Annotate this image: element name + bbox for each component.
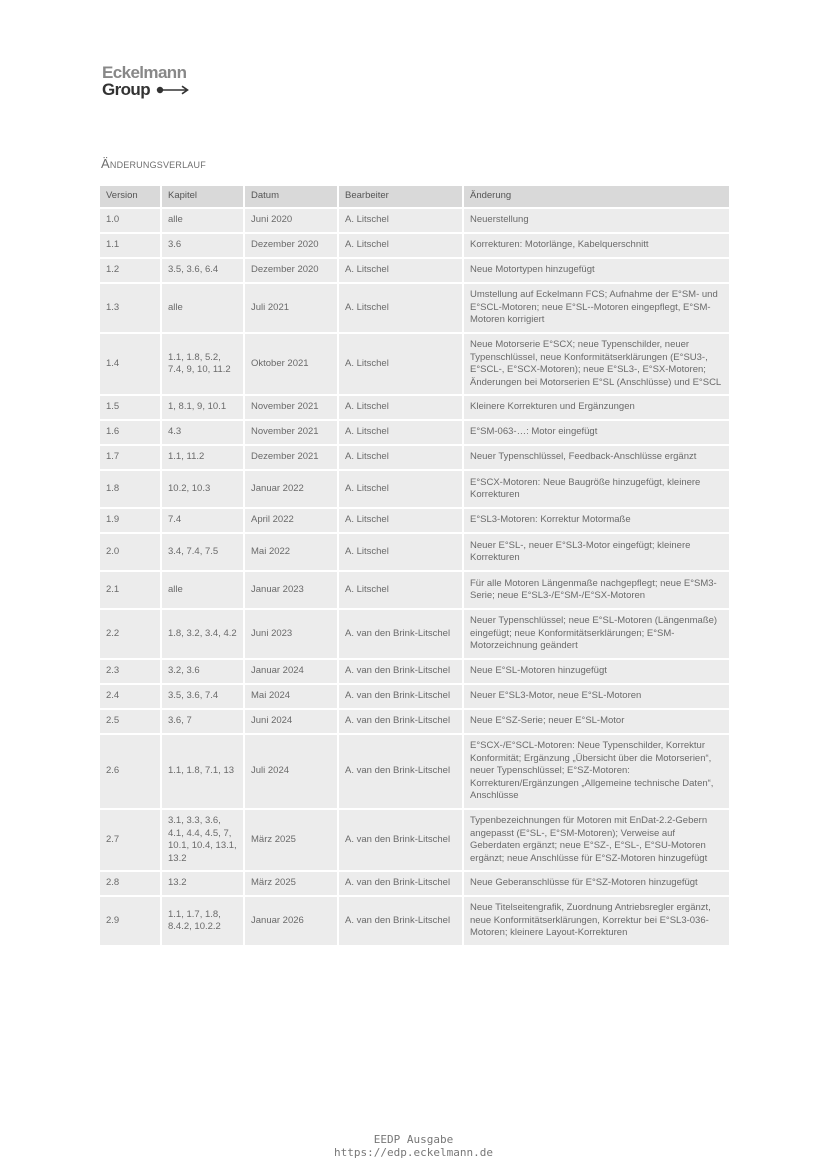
cell-kapitel: 1.1, 1.7, 1.8, 8.4.2, 10.2.2: [162, 897, 245, 947]
cell-kapitel: 3.2, 3.6: [162, 660, 245, 685]
cell-version: 1.0: [100, 209, 162, 234]
cell-datum: Januar 2026: [245, 897, 339, 947]
cell-kapitel: 1, 8.1, 9, 10.1: [162, 396, 245, 421]
table-row: [100, 735, 729, 810]
cell-kapitel: 10.2, 10.3: [162, 471, 245, 509]
table-row: [100, 572, 729, 610]
cell-datum: November 2021: [245, 396, 339, 421]
table-header-row: [100, 186, 729, 209]
header-aenderung: Änderung: [464, 186, 729, 209]
cell-version: 2.3: [100, 660, 162, 685]
cell-datum: März 2025: [245, 872, 339, 897]
cell-aenderung: Neue Motorserie E°SCX; neue Typenschilder, neuer Typenschlüssel, neue Konformitätserklärungen (E°SU3-, E°SCL-, E°SCX-Motoren); neue E°SL3-, E°SX-Motoren; Änderungen bei Motorserien E°SL (Anschlüsse) und E°SCL: [464, 334, 729, 396]
cell-kapitel: 3.5, 3.6, 6.4: [162, 259, 245, 284]
logo-text-group: Group: [102, 80, 150, 99]
cell-version: 2.5: [100, 710, 162, 735]
cell-bearbeiter: A. Litschel: [339, 334, 464, 396]
cell-bearbeiter: A. van den Brink-Litschel: [339, 897, 464, 947]
cell-datum: Dezember 2021: [245, 446, 339, 471]
cell-aenderung: Neuer Typenschlüssel, Feedback-Anschlüsse ergänzt: [464, 446, 729, 471]
cell-aenderung: Neue Titelseitengrafik, Zuordnung Antriebsregler ergänzt, neue Konformitätserklärungen, Korrektur bei E°SL3-036-Motoren; kleinere Layout-Korrekturen: [464, 897, 729, 947]
table-row: [100, 284, 729, 334]
table-row: [100, 610, 729, 660]
cell-aenderung: Neue E°SZ-Serie; neuer E°SL-Motor: [464, 710, 729, 735]
table-row: [100, 259, 729, 284]
logo-text-eckelmann: Eckelmann: [102, 63, 187, 82]
cell-bearbeiter: A. Litschel: [339, 234, 464, 259]
cell-bearbeiter: A. Litschel: [339, 534, 464, 572]
cell-version: 1.6: [100, 421, 162, 446]
cell-datum: April 2022: [245, 509, 339, 534]
cell-datum: Oktober 2021: [245, 334, 339, 396]
cell-datum: November 2021: [245, 421, 339, 446]
cell-kapitel: 1.1, 1.8, 5.2, 7.4, 9, 10, 11.2: [162, 334, 245, 396]
table-row: [100, 710, 729, 735]
cell-aenderung: Für alle Motoren Längenmaße nachgepflegt; neue E°SM3-Serie; neue E°SL3-/E°SM-/E°SX-Motoren: [464, 572, 729, 610]
header-bearbeiter: Bearbeiter: [339, 186, 464, 209]
cell-datum: Mai 2024: [245, 685, 339, 710]
cell-bearbeiter: A. Litschel: [339, 209, 464, 234]
cell-bearbeiter: A. Litschel: [339, 572, 464, 610]
cell-kapitel: alle: [162, 209, 245, 234]
cell-aenderung: Neuer E°SL3-Motor, neue E°SL-Motoren: [464, 685, 729, 710]
table-row: [100, 872, 729, 897]
table-row: [100, 234, 729, 259]
cell-bearbeiter: A. van den Brink-Litschel: [339, 710, 464, 735]
cell-kapitel: 1.1, 1.8, 7.1, 13: [162, 735, 245, 810]
cell-version: 2.4: [100, 685, 162, 710]
header-kapitel: Kapitel: [162, 186, 245, 209]
cell-bearbeiter: A. Litschel: [339, 509, 464, 534]
cell-kapitel: 1.1, 11.2: [162, 446, 245, 471]
cell-aenderung: Neue E°SL-Motoren hinzugefügt: [464, 660, 729, 685]
cell-aenderung: Umstellung auf Eckelmann FCS; Aufnahme der E°SM- und E°SCL-Motoren; neue E°SL--Motoren eingepflegt, E°SM-Motoren korrigiert: [464, 284, 729, 334]
cell-version: 1.2: [100, 259, 162, 284]
cell-kapitel: alle: [162, 572, 245, 610]
page-footer: [0, 1133, 827, 1159]
table-row: [100, 446, 729, 471]
cell-bearbeiter: A. van den Brink-Litschel: [339, 610, 464, 660]
footer-edition: EEDP Ausgabe: [373, 1133, 454, 1146]
cell-version: 1.5: [100, 396, 162, 421]
cell-aenderung: E°SL3-Motoren: Korrektur Motormaße: [464, 509, 729, 534]
cell-version: 1.7: [100, 446, 162, 471]
cell-datum: März 2025: [245, 810, 339, 872]
cell-version: 2.2: [100, 610, 162, 660]
table-row: [100, 471, 729, 509]
cell-version: 2.6: [100, 735, 162, 810]
table-row: [100, 534, 729, 572]
header-datum: Datum: [245, 186, 339, 209]
cell-bearbeiter: A. Litschel: [339, 471, 464, 509]
table-row: [100, 509, 729, 534]
cell-bearbeiter: A. van den Brink-Litschel: [339, 660, 464, 685]
cell-datum: Dezember 2020: [245, 234, 339, 259]
cell-aenderung: Neue Motortypen hinzugefügt: [464, 259, 729, 284]
cell-version: 1.8: [100, 471, 162, 509]
cell-datum: Januar 2023: [245, 572, 339, 610]
cell-kapitel: 1.8, 3.2, 3.4, 4.2: [162, 610, 245, 660]
cell-datum: Dezember 2020: [245, 259, 339, 284]
cell-kapitel: 3.1, 3.3, 3.6, 4.1, 4.4, 4.5, 7, 10.1, 10.4, 13.1, 13.2: [162, 810, 245, 872]
cell-kapitel: 13.2: [162, 872, 245, 897]
cell-bearbeiter: A. Litschel: [339, 446, 464, 471]
cell-aenderung: Neuerstellung: [464, 209, 729, 234]
cell-aenderung: Neue Geberanschlüsse für E°SZ-Motoren hinzugefügt: [464, 872, 729, 897]
table-row: [100, 810, 729, 872]
table-body: [100, 209, 729, 947]
table-row: [100, 897, 729, 947]
cell-version: 2.9: [100, 897, 162, 947]
cell-version: 2.8: [100, 872, 162, 897]
table-row: [100, 396, 729, 421]
cell-version: 1.9: [100, 509, 162, 534]
cell-datum: Juni 2024: [245, 710, 339, 735]
cell-datum: Juli 2024: [245, 735, 339, 810]
section-title: Änderungsverlauf: [101, 156, 206, 171]
cell-kapitel: alle: [162, 284, 245, 334]
cell-bearbeiter: A. Litschel: [339, 284, 464, 334]
table-row: [100, 209, 729, 234]
cell-datum: Juli 2021: [245, 284, 339, 334]
logo-arrow-icon: [156, 85, 190, 95]
cell-datum: Mai 2022: [245, 534, 339, 572]
cell-bearbeiter: A. Litschel: [339, 396, 464, 421]
cell-aenderung: Kleinere Korrekturen und Ergänzungen: [464, 396, 729, 421]
cell-kapitel: 3.5, 3.6, 7.4: [162, 685, 245, 710]
cell-kapitel: 3.6: [162, 234, 245, 259]
cell-version: 2.1: [100, 572, 162, 610]
table-row: [100, 334, 729, 396]
header-version: Version: [100, 186, 162, 209]
cell-datum: Juni 2023: [245, 610, 339, 660]
cell-aenderung: Typenbezeichnungen für Motoren mit EnDat-2.2-Gebern angepasst (E°SL-, E°SM-Motoren); Verweise auf Geberdaten ergänzt; neue E°SZ-, E°SL-, E°SU-Motoren ergänzt; neue Anschlüsse für E°SZ-Motoren hinzugefügt: [464, 810, 729, 872]
cell-bearbeiter: A. van den Brink-Litschel: [339, 872, 464, 897]
footer-url: https://edp.eckelmann.de: [334, 1146, 493, 1159]
cell-kapitel: 3.6, 7: [162, 710, 245, 735]
table-row: [100, 685, 729, 710]
cell-version: 1.3: [100, 284, 162, 334]
cell-datum: Juni 2020: [245, 209, 339, 234]
cell-aenderung: Neuer E°SL-, neuer E°SL3-Motor eingefügt; kleinere Korrekturen: [464, 534, 729, 572]
cell-bearbeiter: A. van den Brink-Litschel: [339, 735, 464, 810]
cell-aenderung: Neuer Typenschlüssel; neue E°SL-Motoren (Längenmaße) eingefügt; neue Konformitätserklärungen; E°SM-Motorzeichnung geändert: [464, 610, 729, 660]
cell-bearbeiter: A. van den Brink-Litschel: [339, 685, 464, 710]
cell-kapitel: 3.4, 7.4, 7.5: [162, 534, 245, 572]
cell-datum: Januar 2024: [245, 660, 339, 685]
cell-version: 1.1: [100, 234, 162, 259]
cell-kapitel: 7.4: [162, 509, 245, 534]
table-row: [100, 421, 729, 446]
cell-bearbeiter: A. van den Brink-Litschel: [339, 810, 464, 872]
cell-aenderung: E°SM-063-…: Motor eingefügt: [464, 421, 729, 446]
company-logo: [102, 64, 190, 98]
cell-version: 2.0: [100, 534, 162, 572]
change-history-table: [100, 186, 729, 947]
cell-version: 1.4: [100, 334, 162, 396]
cell-kapitel: 4.3: [162, 421, 245, 446]
cell-aenderung: E°SCX-/E°SCL-Motoren: Neue Typenschilder, Korrektur Konformität; Ergänzung „Übersicht über die Motorserien“, neuer Typenschlüssel; E°SZ-Motoren: Korrekturen/Ergänzungen „Allgemeine technische Daten“, Anschlüsse: [464, 735, 729, 810]
cell-bearbeiter: A. Litschel: [339, 259, 464, 284]
cell-datum: Januar 2022: [245, 471, 339, 509]
cell-aenderung: Korrekturen: Motorlänge, Kabelquerschnitt: [464, 234, 729, 259]
cell-aenderung: E°SCX-Motoren: Neue Baugröße hinzugefügt, kleinere Korrekturen: [464, 471, 729, 509]
table-row: [100, 660, 729, 685]
cell-version: 2.7: [100, 810, 162, 872]
cell-bearbeiter: A. Litschel: [339, 421, 464, 446]
